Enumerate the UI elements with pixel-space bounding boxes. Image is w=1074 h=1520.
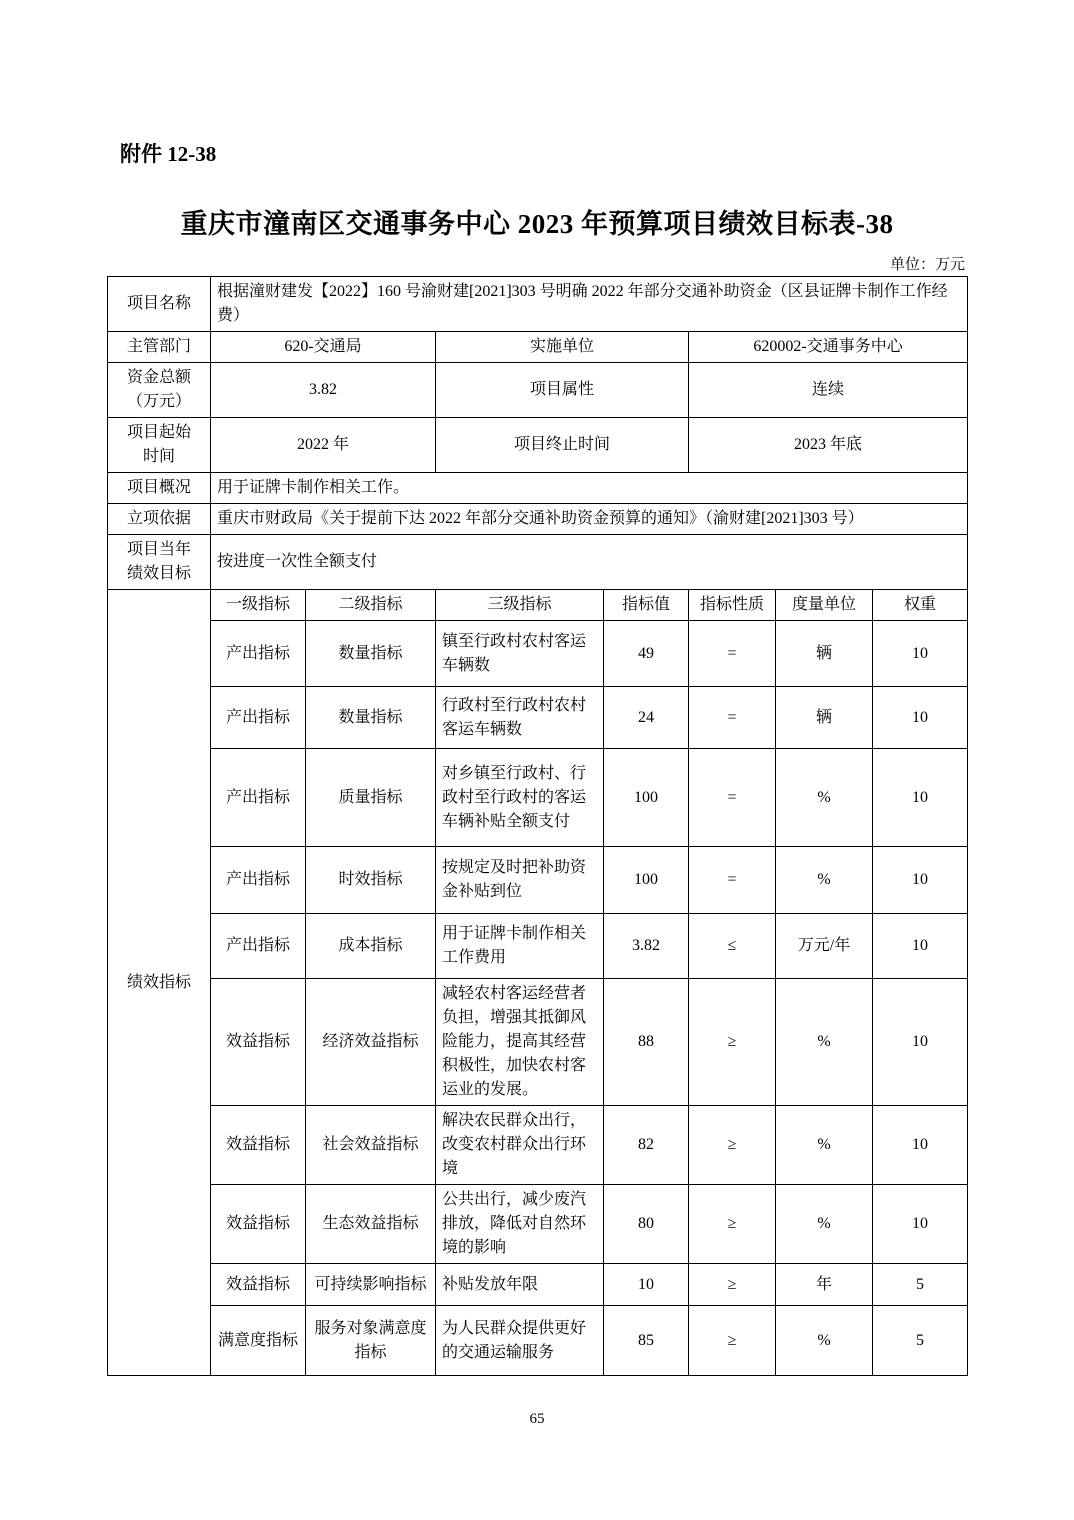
unit-cell: 万元/年	[776, 914, 873, 979]
performance-target-table	[107, 276, 968, 1376]
l3-cell: 行政村至行政村农村客运车辆数	[436, 687, 604, 749]
project-name-value: 根据潼财建发【2022】160 号渝财建[2021]303 号明确 2022 年部分交通补助资金（区县证牌卡制作工作经费）	[211, 277, 968, 332]
l1-cell: 产出指标	[211, 687, 306, 749]
indicator-row	[108, 1185, 968, 1264]
indicator-row	[108, 687, 968, 749]
indicator-header-row	[108, 590, 968, 621]
unit-cell: %	[776, 1185, 873, 1264]
l3-cell: 为人民群众提供更好的交通运输服务	[436, 1306, 604, 1376]
value-cell: 49	[604, 621, 689, 687]
l1-cell: 产出指标	[211, 914, 306, 979]
l1-cell: 效益指标	[211, 1264, 306, 1306]
unit-cell: 辆	[776, 621, 873, 687]
unit-cell: %	[776, 847, 873, 914]
weight-cell: 10	[873, 914, 968, 979]
value-cell: 85	[604, 1306, 689, 1376]
dept-value: 620-交通局	[211, 332, 436, 363]
weight-cell: 5	[873, 1306, 968, 1376]
l2-cell: 时效指标	[306, 847, 436, 914]
l1-cell: 效益指标	[211, 1185, 306, 1264]
header-level2: 二级指标	[306, 590, 436, 621]
end-time-label: 项目终止时间	[436, 418, 689, 473]
performance-section-label: 绩效指标	[108, 590, 211, 1376]
annual-goal-label: 项目当年 绩效目标	[108, 535, 211, 590]
unit-cell: %	[776, 749, 873, 847]
unit-cell: %	[776, 1106, 873, 1185]
l1-cell: 效益指标	[211, 1106, 306, 1185]
header-level1: 一级指标	[211, 590, 306, 621]
l3-cell: 对乡镇至行政村、行政村至行政村的客运车辆补贴全额支付	[436, 749, 604, 847]
nature-cell: ≥	[689, 1306, 776, 1376]
weight-cell: 10	[873, 1185, 968, 1264]
weight-cell: 10	[873, 847, 968, 914]
header-value: 指标值	[604, 590, 689, 621]
total-amount-value: 3.82	[211, 363, 436, 418]
overview-value: 用于证牌卡制作相关工作。	[211, 473, 968, 504]
indicator-row	[108, 847, 968, 914]
document-title: 重庆市潼南区交通事务中心 2023 年预算项目绩效目标表-38	[180, 209, 894, 239]
start-time-label: 项目起始 时间	[108, 418, 211, 473]
l2-cell: 服务对象满意度指标	[306, 1306, 436, 1376]
end-time-value: 2023 年底	[689, 418, 968, 473]
l3-cell: 镇至行政村农村客运车辆数	[436, 621, 604, 687]
indicator-row	[108, 621, 968, 687]
project-attribute-label: 项目属性	[436, 363, 689, 418]
weight-cell: 5	[873, 1264, 968, 1306]
weight-cell: 10	[873, 979, 968, 1106]
l1-cell: 产出指标	[211, 621, 306, 687]
l3-cell: 按规定及时把补助资金补贴到位	[436, 847, 604, 914]
indicator-row	[108, 1306, 968, 1376]
value-cell: 100	[604, 749, 689, 847]
nature-cell: ≥	[689, 1264, 776, 1306]
value-cell: 88	[604, 979, 689, 1106]
l3-cell: 用于证牌卡制作相关工作费用	[436, 914, 604, 979]
l3-cell: 补贴发放年限	[436, 1264, 604, 1306]
annual-goal-value: 按进度一次性全额支付	[211, 535, 968, 590]
nature-cell: =	[689, 847, 776, 914]
department-row	[108, 332, 968, 363]
basis-row	[108, 504, 968, 535]
l2-cell: 成本指标	[306, 914, 436, 979]
l2-cell: 生态效益指标	[306, 1185, 436, 1264]
total-amount-label: 资金总额 （万元）	[108, 363, 211, 418]
nature-cell: ≥	[689, 1185, 776, 1264]
unit-cell: %	[776, 1306, 873, 1376]
start-time-value: 2022 年	[211, 418, 436, 473]
impl-unit-value: 620002-交通事务中心	[689, 332, 968, 363]
nature-cell: =	[689, 621, 776, 687]
annual-goal-row	[108, 535, 968, 590]
project-attribute-value: 连续	[689, 363, 968, 418]
header-nature: 指标性质	[689, 590, 776, 621]
impl-unit-label: 实施单位	[436, 332, 689, 363]
value-cell: 10	[604, 1264, 689, 1306]
unit-cell: 辆	[776, 687, 873, 749]
l2-cell: 社会效益指标	[306, 1106, 436, 1185]
nature-cell: ≤	[689, 914, 776, 979]
indicator-row	[108, 1264, 968, 1306]
nature-cell: ≥	[689, 1106, 776, 1185]
l1-cell: 满意度指标	[211, 1306, 306, 1376]
indicator-row	[108, 1106, 968, 1185]
project-name-row	[108, 277, 968, 332]
nature-cell: ≥	[689, 979, 776, 1106]
value-cell: 80	[604, 1185, 689, 1264]
l2-cell: 经济效益指标	[306, 979, 436, 1106]
weight-cell: 10	[873, 749, 968, 847]
time-row	[108, 418, 968, 473]
weight-cell: 10	[873, 1106, 968, 1185]
dept-label: 主管部门	[108, 332, 211, 363]
overview-label: 项目概况	[108, 473, 211, 504]
indicator-row	[108, 749, 968, 847]
l1-cell: 产出指标	[211, 749, 306, 847]
l2-cell: 质量指标	[306, 749, 436, 847]
value-cell: 82	[604, 1106, 689, 1185]
unit-cell: %	[776, 979, 873, 1106]
weight-cell: 10	[873, 621, 968, 687]
unit-cell: 年	[776, 1264, 873, 1306]
nature-cell: =	[689, 687, 776, 749]
indicator-row	[108, 914, 968, 979]
l2-cell: 可持续影响指标	[306, 1264, 436, 1306]
attachment-label: 附件 12-38	[120, 142, 217, 166]
l3-cell: 减轻农村客运经营者负担，增强其抵御风险能力，提高其经营积极性，加快农村客运业的发展。	[436, 979, 604, 1106]
l3-cell: 公共出行，减少废汽排放，降低对自然环境的影响	[436, 1185, 604, 1264]
header-unit: 度量单位	[776, 590, 873, 621]
overview-row	[108, 473, 968, 504]
l1-cell: 产出指标	[211, 847, 306, 914]
l3-cell: 解决农民群众出行，改变农村群众出行环境	[436, 1106, 604, 1185]
project-name-label: 项目名称	[108, 277, 211, 332]
basis-label: 立项依据	[108, 504, 211, 535]
l2-cell: 数量指标	[306, 687, 436, 749]
header-weight: 权重	[873, 590, 968, 621]
value-cell: 3.82	[604, 914, 689, 979]
nature-cell: =	[689, 749, 776, 847]
indicator-row	[108, 979, 968, 1106]
l1-cell: 效益指标	[211, 979, 306, 1106]
page-number: 65	[529, 1411, 545, 1427]
amount-row	[108, 363, 968, 418]
value-cell: 24	[604, 687, 689, 749]
header-level3: 三级指标	[436, 590, 604, 621]
unit-note: 单位：万元	[889, 257, 965, 273]
l2-cell: 数量指标	[306, 621, 436, 687]
weight-cell: 10	[873, 687, 968, 749]
value-cell: 100	[604, 847, 689, 914]
basis-value: 重庆市财政局《关于提前下达 2022 年部分交通补助资金预算的通知》（渝财建[2021]303 号）	[211, 504, 968, 535]
